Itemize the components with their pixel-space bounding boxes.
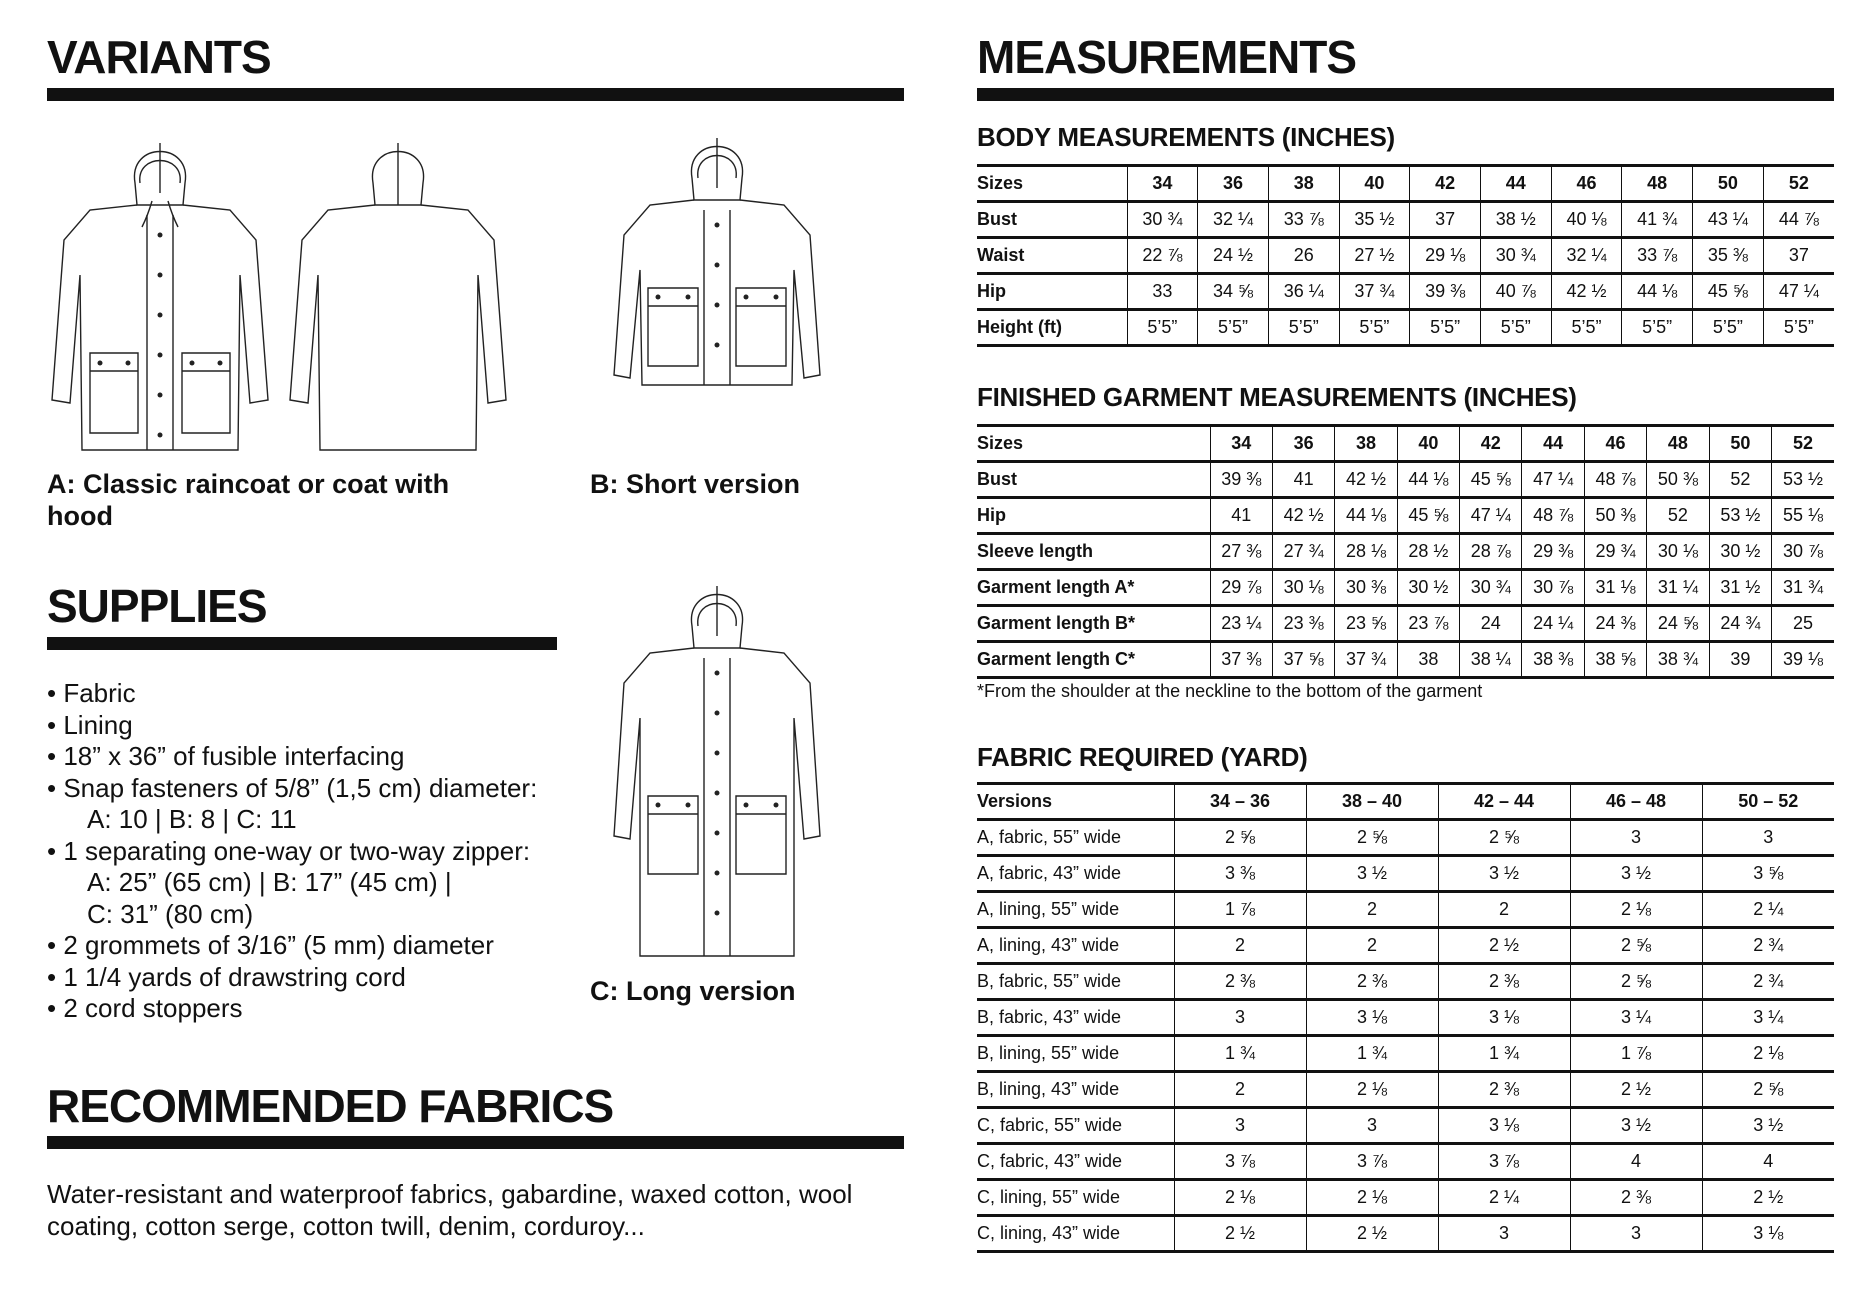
row-label: A, lining, 55” wide [977, 892, 1174, 928]
row-label: A, fabric, 55” wide [977, 820, 1174, 856]
supplies-item: • Fabric [47, 678, 136, 708]
table-cell: 3 [1570, 820, 1702, 856]
supplies-item: • Lining [47, 709, 133, 740]
column-header: 38 – 40 [1306, 784, 1438, 820]
table-cell: 37 ⅜ [1210, 642, 1272, 678]
table-cell: 2 ⅝ [1702, 1072, 1834, 1108]
table-cell: 39 [1709, 642, 1771, 678]
table-cell: 55 ⅛ [1772, 498, 1834, 534]
table-cell: 2 ⅝ [1306, 820, 1438, 856]
variants-title: VARIANTS [47, 31, 271, 83]
table-row [977, 310, 1834, 346]
supplies-item: • 1 separating one-way or two-way zipper: [47, 835, 531, 866]
coat-c-drawing [612, 578, 822, 958]
table-cell: 2 ⅜ [1174, 964, 1306, 1000]
column-header: 42 [1410, 166, 1481, 202]
table-cell: 42 ½ [1551, 274, 1622, 310]
table-cell: 23 ⅞ [1397, 606, 1459, 642]
table-cell: 30 ⅜ [1335, 570, 1397, 606]
fabric-required-title: FABRIC REQUIRED (YARD) [977, 742, 1308, 772]
column-header: 40 [1339, 166, 1410, 202]
table-cell: 31 ⅛ [1584, 570, 1646, 606]
table-cell: 25 [1772, 606, 1834, 642]
row-label: C, lining, 55” wide [977, 1180, 1174, 1216]
table-row [977, 1216, 1834, 1252]
table-cell: 3 ½ [1570, 856, 1702, 892]
table-row [977, 928, 1834, 964]
row-label: B, lining, 43” wide [977, 1072, 1174, 1108]
table-cell: 40 ⅞ [1480, 274, 1551, 310]
table-cell: 2 ⅝ [1570, 928, 1702, 964]
table-cell: 44 ⅛ [1622, 274, 1693, 310]
column-header: 52 [1772, 426, 1834, 462]
table-cell: 5’5” [1551, 310, 1622, 346]
table-row [977, 570, 1834, 606]
fabric-required-table [977, 782, 1834, 1253]
column-header: 34 [1127, 166, 1198, 202]
table-cell: 43 ¼ [1693, 202, 1764, 238]
table-cell: 2 [1174, 928, 1306, 964]
table-cell: 50 ⅜ [1584, 498, 1646, 534]
row-label: Garment length C* [977, 642, 1210, 678]
table-cell: 3 [1438, 1216, 1570, 1252]
table-cell: 41 [1210, 498, 1272, 534]
table-cell: 30 ¾ [1127, 202, 1198, 238]
table-cell: 2 [1174, 1072, 1306, 1108]
table-cell: 23 ¼ [1210, 606, 1272, 642]
table-cell: 3 ⅞ [1174, 1144, 1306, 1180]
table-cell: 30 ¾ [1480, 238, 1551, 274]
table-cell: 47 ¼ [1460, 498, 1522, 534]
table-cell: 45 ⅝ [1693, 274, 1764, 310]
column-header: 50 [1693, 166, 1764, 202]
table-cell: 29 ¾ [1584, 534, 1646, 570]
table-cell: 37 ¾ [1335, 642, 1397, 678]
column-header: 44 [1480, 166, 1551, 202]
table-cell: 47 ¼ [1522, 462, 1584, 498]
table-row [977, 1072, 1834, 1108]
table-cell: 30 ⅞ [1522, 570, 1584, 606]
table-cell: 27 ⅜ [1210, 534, 1272, 570]
column-header: 50 – 52 [1702, 784, 1834, 820]
table-cell: 40 ⅛ [1551, 202, 1622, 238]
table-cell: 52 [1647, 498, 1709, 534]
table-row [977, 534, 1834, 570]
table-cell: 48 ⅞ [1584, 462, 1646, 498]
table-cell: 23 ⅜ [1272, 606, 1334, 642]
table-cell: 29 ⅛ [1410, 238, 1481, 274]
table-cell: 27 ¾ [1272, 534, 1334, 570]
row-label: Sleeve length [977, 534, 1210, 570]
recommended-fabrics-text: Water-resistant and waterproof fabrics, gabardine, waxed cotton, wool coating, cotton serge, cotton twill, denim, corduroy... [47, 1179, 853, 1241]
table-cell: 37 ⅝ [1272, 642, 1334, 678]
table-cell: 2 ⅝ [1570, 964, 1702, 1000]
coat-b-drawing [612, 130, 822, 390]
table-row [977, 238, 1834, 274]
table-cell: 36 ¼ [1268, 274, 1339, 310]
row-label: A, fabric, 43” wide [977, 856, 1174, 892]
table-cell: 27 ½ [1339, 238, 1410, 274]
column-header: 48 [1647, 426, 1709, 462]
column-header: 42 [1460, 426, 1522, 462]
row-label: Hip [977, 274, 1127, 310]
column-header: 36 [1198, 166, 1269, 202]
table-cell: 32 ¼ [1198, 202, 1269, 238]
table-cell: 38 ⅝ [1584, 642, 1646, 678]
column-header: 34 – 36 [1174, 784, 1306, 820]
supplies-item: • Snap fasteners of 5/8” (1,5 cm) diameter: [47, 772, 538, 803]
garment-length-footnote: *From the shoulder at the neckline to the bottom of the garment [977, 681, 1483, 701]
table-cell: 31 ¾ [1772, 570, 1834, 606]
measurements-divider [977, 88, 1834, 101]
table-cell: 2 [1438, 892, 1570, 928]
table-row [977, 274, 1834, 310]
table-cell: 28 ⅛ [1335, 534, 1397, 570]
table-cell: 5’5” [1339, 310, 1410, 346]
recommended-fabrics-title: RECOMMENDED FABRICS [47, 1080, 614, 1132]
column-header: 42 – 44 [1438, 784, 1570, 820]
table-cell: 2 ½ [1438, 928, 1570, 964]
table-cell: 3 ¼ [1570, 1000, 1702, 1036]
table-cell: 30 ½ [1397, 570, 1459, 606]
row-label: A, lining, 43” wide [977, 928, 1174, 964]
table-row [977, 1180, 1834, 1216]
table-cell: 5’5” [1693, 310, 1764, 346]
row-label: C, fabric, 43” wide [977, 1144, 1174, 1180]
table-cell: 2 ¼ [1438, 1180, 1570, 1216]
table-cell: 38 [1397, 642, 1459, 678]
table-cell: 3 ¼ [1702, 1000, 1834, 1036]
table-cell: 3 ⅜ [1174, 856, 1306, 892]
table-cell: 35 ½ [1339, 202, 1410, 238]
table-cell: 1 ¾ [1438, 1036, 1570, 1072]
table-cell: 41 [1272, 462, 1334, 498]
column-header: 46 [1551, 166, 1622, 202]
body-measurements-title: BODY MEASUREMENTS (INCHES) [977, 122, 1395, 152]
table-row [977, 1036, 1834, 1072]
table-cell: 24 ⅝ [1647, 606, 1709, 642]
table-cell: 4 [1702, 1144, 1834, 1180]
table-cell: 24 ⅜ [1584, 606, 1646, 642]
table-cell: 39 ⅜ [1410, 274, 1481, 310]
table-cell: 5’5” [1127, 310, 1198, 346]
supplies-item: • 2 cord stoppers [47, 993, 243, 1023]
table-cell: 3 ⅞ [1438, 1144, 1570, 1180]
table-cell: 2 ⅛ [1306, 1072, 1438, 1108]
column-header: 46 [1584, 426, 1646, 462]
table-cell: 33 ⅞ [1622, 238, 1693, 274]
table-row [977, 498, 1834, 534]
column-header: 50 [1709, 426, 1771, 462]
table-cell: 2 ⅜ [1438, 1072, 1570, 1108]
table-header-row [977, 426, 1834, 462]
table-cell: 44 ⅛ [1397, 462, 1459, 498]
table-cell: 3 ⅛ [1306, 1000, 1438, 1036]
table-cell: 22 ⅞ [1127, 238, 1198, 274]
table-row [977, 1000, 1834, 1036]
column-header: 48 [1622, 166, 1693, 202]
table-cell: 3 ⅛ [1438, 1108, 1570, 1144]
table-cell: 2 ⅜ [1438, 964, 1570, 1000]
table-cell: 24 ¼ [1522, 606, 1584, 642]
table-cell: 53 ½ [1772, 462, 1834, 498]
table-row [977, 964, 1834, 1000]
table-cell: 1 ¾ [1306, 1036, 1438, 1072]
variant-b-caption: B: Short version [590, 469, 801, 499]
table-cell: 3 [1306, 1108, 1438, 1144]
supplies-divider [47, 637, 557, 650]
supplies-list [47, 678, 537, 1025]
row-label: Garment length A* [977, 570, 1210, 606]
table-cell: 53 ½ [1709, 498, 1771, 534]
finished-measurements-table [977, 424, 1834, 679]
column-header: 52 [1763, 166, 1834, 202]
table-cell: 5’5” [1410, 310, 1481, 346]
table-cell: 2 ⅝ [1438, 820, 1570, 856]
table-row [977, 462, 1834, 498]
table-cell: 5’5” [1622, 310, 1693, 346]
table-cell: 3 ⅞ [1306, 1144, 1438, 1180]
row-label: B, fabric, 43” wide [977, 1000, 1174, 1036]
table-cell: 35 ⅜ [1693, 238, 1764, 274]
table-row [977, 642, 1834, 678]
table-cell: 2 ½ [1702, 1180, 1834, 1216]
column-header-label: Sizes [977, 166, 1127, 202]
table-cell: 2 ½ [1570, 1072, 1702, 1108]
variants-divider [47, 88, 904, 101]
variant-c-caption: C: Long version [590, 976, 796, 1006]
table-cell: 39 ⅜ [1210, 462, 1272, 498]
supplies-item: • 1 1/4 yards of drawstring cord [47, 961, 406, 992]
table-cell: 39 ⅛ [1772, 642, 1834, 678]
table-cell: 5’5” [1480, 310, 1551, 346]
table-cell: 24 ¾ [1709, 606, 1771, 642]
row-label: C, lining, 43” wide [977, 1216, 1174, 1252]
table-cell: 42 ½ [1335, 462, 1397, 498]
table-row [977, 892, 1834, 928]
supplies-item: • 18” x 36” of fusible interfacing [47, 741, 405, 771]
table-cell: 2 ⅛ [1174, 1180, 1306, 1216]
table-cell: 31 ½ [1709, 570, 1771, 606]
table-row [977, 1144, 1834, 1180]
table-cell: 2 ¾ [1702, 928, 1834, 964]
variant-a-caption: A: Classic raincoat or coat with hood [47, 469, 450, 531]
table-cell: 26 [1268, 238, 1339, 274]
row-label: B, lining, 55” wide [977, 1036, 1174, 1072]
table-row [977, 1108, 1834, 1144]
table-row [977, 820, 1834, 856]
supplies-title: SUPPLIES [47, 580, 267, 632]
table-cell: 29 ⅜ [1522, 534, 1584, 570]
column-header: 38 [1335, 426, 1397, 462]
table-cell: 3 [1174, 1000, 1306, 1036]
table-cell: 38 ½ [1480, 202, 1551, 238]
table-cell: 1 ⅞ [1570, 1036, 1702, 1072]
table-header-row [977, 784, 1834, 820]
table-cell: 3 [1702, 820, 1834, 856]
row-label: Garment length B* [977, 606, 1210, 642]
row-label: B, fabric, 55” wide [977, 964, 1174, 1000]
fabrics-divider [47, 1136, 904, 1149]
column-header: 46 – 48 [1570, 784, 1702, 820]
coat-a-back-drawing [288, 135, 508, 455]
table-cell: 30 ⅛ [1272, 570, 1334, 606]
table-cell: 3 ½ [1438, 856, 1570, 892]
table-cell: 52 [1709, 462, 1771, 498]
table-cell: 37 [1763, 238, 1834, 274]
table-cell: 3 ½ [1570, 1108, 1702, 1144]
table-cell: 3 ⅛ [1702, 1216, 1834, 1252]
table-cell: 44 ⅞ [1763, 202, 1834, 238]
column-header: 38 [1268, 166, 1339, 202]
table-cell: 2 [1306, 928, 1438, 964]
table-cell: 41 ¾ [1622, 202, 1693, 238]
table-cell: 3 [1570, 1216, 1702, 1252]
table-cell: 4 [1570, 1144, 1702, 1180]
table-cell: 38 ¼ [1460, 642, 1522, 678]
table-cell: 31 ¼ [1647, 570, 1709, 606]
table-cell: 3 ⅛ [1438, 1000, 1570, 1036]
table-cell: 3 ½ [1306, 856, 1438, 892]
row-label: Hip [977, 498, 1210, 534]
finished-measurements-title: FINISHED GARMENT MEASUREMENTS (INCHES) [977, 382, 1577, 412]
table-cell: 48 ⅞ [1522, 498, 1584, 534]
table-cell: 37 ¾ [1339, 274, 1410, 310]
row-label: Bust [977, 462, 1210, 498]
supplies-item: C: 31” (80 cm) [87, 898, 254, 929]
table-cell: 2 ⅛ [1306, 1180, 1438, 1216]
table-cell: 28 ⅞ [1460, 534, 1522, 570]
table-cell: 32 ¼ [1551, 238, 1622, 274]
table-cell: 2 ¼ [1702, 892, 1834, 928]
table-cell: 2 ¾ [1702, 964, 1834, 1000]
table-cell: 30 ¾ [1460, 570, 1522, 606]
table-cell: 2 [1306, 892, 1438, 928]
table-cell: 2 ⅛ [1702, 1036, 1834, 1072]
table-cell: 5’5” [1268, 310, 1339, 346]
row-label: Bust [977, 202, 1127, 238]
table-cell: 30 ⅛ [1647, 534, 1709, 570]
table-row [977, 856, 1834, 892]
table-cell: 44 ⅛ [1335, 498, 1397, 534]
table-cell: 38 ¾ [1647, 642, 1709, 678]
table-cell: 5’5” [1763, 310, 1834, 346]
table-cell: 3 [1174, 1108, 1306, 1144]
supplies-item: • 2 grommets of 3/16” (5 mm) diameter [47, 930, 494, 960]
table-cell: 2 ⅝ [1174, 820, 1306, 856]
column-header: 40 [1397, 426, 1459, 462]
table-cell: 2 ⅜ [1306, 964, 1438, 1000]
table-cell: 2 ½ [1306, 1216, 1438, 1252]
supplies-item: A: 25” (65 cm) | B: 17” (45 cm) | [87, 867, 452, 897]
column-header-label: Sizes [977, 426, 1210, 462]
coat-a-front-drawing [50, 135, 270, 455]
supplies-item: A: 10 | B: 8 | C: 11 [87, 804, 297, 834]
table-header-row [977, 166, 1834, 202]
table-cell: 3 ½ [1702, 1108, 1834, 1144]
table-cell: 24 ½ [1198, 238, 1269, 274]
table-cell: 5’5” [1198, 310, 1269, 346]
row-label: Waist [977, 238, 1127, 274]
table-cell: 2 ⅜ [1570, 1180, 1702, 1216]
table-row [977, 202, 1834, 238]
table-cell: 33 ⅞ [1268, 202, 1339, 238]
table-cell: 24 [1460, 606, 1522, 642]
table-cell: 29 ⅞ [1210, 570, 1272, 606]
row-label: Height (ft) [977, 310, 1127, 346]
table-cell: 37 [1410, 202, 1481, 238]
table-cell: 2 ⅛ [1570, 892, 1702, 928]
column-header: 36 [1272, 426, 1334, 462]
body-measurements-table [977, 164, 1834, 347]
table-cell: 47 ¼ [1763, 274, 1834, 310]
measurements-title: MEASUREMENTS [977, 31, 1357, 83]
table-cell: 50 ⅜ [1647, 462, 1709, 498]
table-cell: 1 ⅞ [1174, 892, 1306, 928]
table-cell: 33 [1127, 274, 1198, 310]
row-label: C, fabric, 55” wide [977, 1108, 1174, 1144]
table-cell: 1 ¾ [1174, 1036, 1306, 1072]
column-header: 34 [1210, 426, 1272, 462]
table-cell: 45 ⅝ [1460, 462, 1522, 498]
table-row [977, 606, 1834, 642]
table-cell: 45 ⅝ [1397, 498, 1459, 534]
table-cell: 23 ⅝ [1335, 606, 1397, 642]
table-cell: 30 ½ [1709, 534, 1771, 570]
table-cell: 28 ½ [1397, 534, 1459, 570]
table-cell: 30 ⅞ [1772, 534, 1834, 570]
column-header: 44 [1522, 426, 1584, 462]
table-cell: 2 ½ [1174, 1216, 1306, 1252]
table-cell: 3 ⅝ [1702, 856, 1834, 892]
table-cell: 42 ½ [1272, 498, 1334, 534]
column-header-label: Versions [977, 784, 1174, 820]
table-cell: 34 ⅝ [1198, 274, 1269, 310]
table-cell: 38 ⅜ [1522, 642, 1584, 678]
